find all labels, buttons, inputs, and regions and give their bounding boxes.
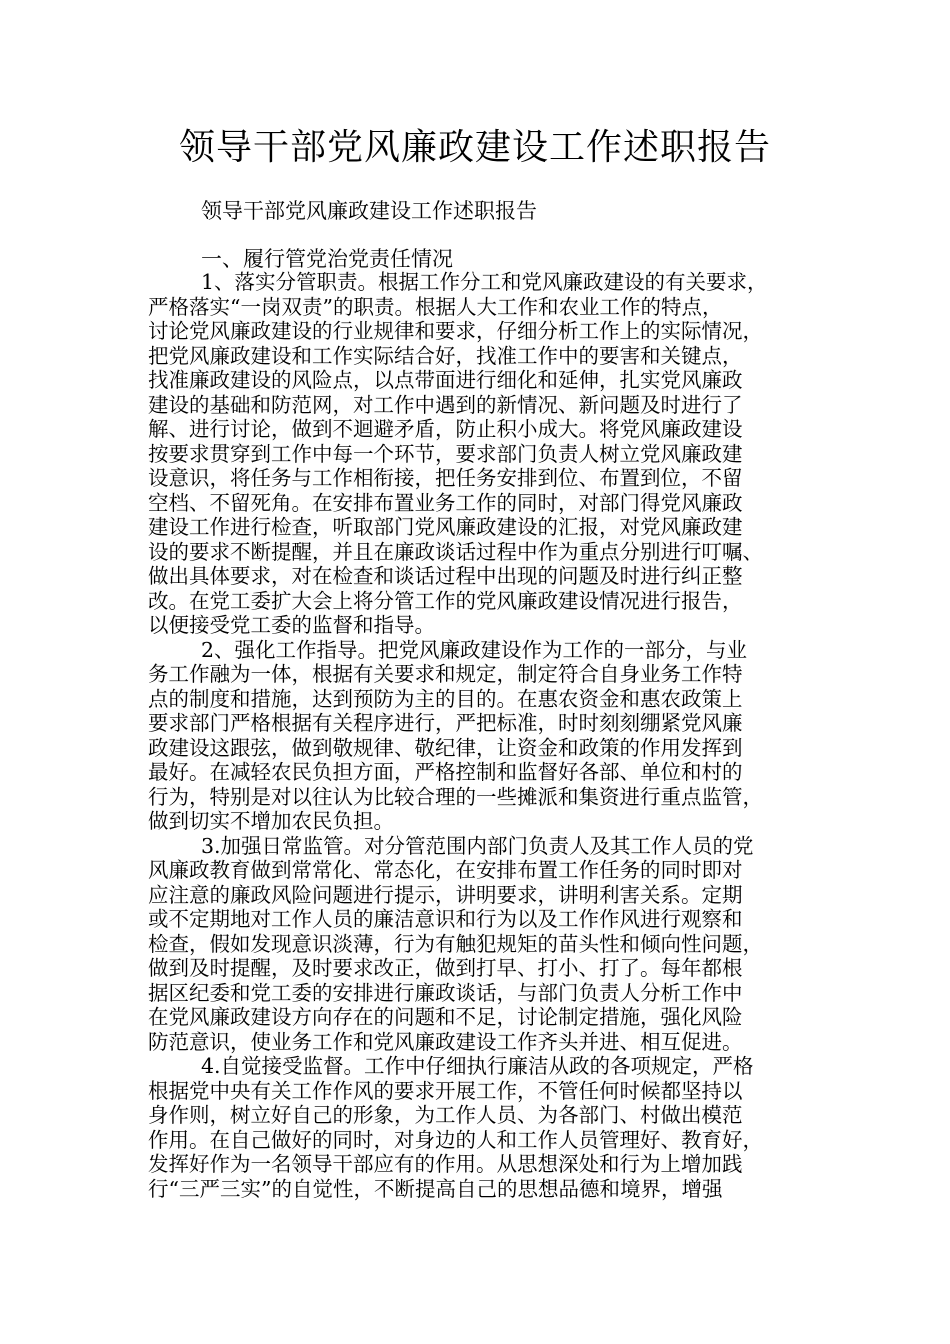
body-line: 改。在党工委扩大会上将分管工作的党风廉政建设情况进行报告， — [148, 588, 743, 613]
body-line: 或不定期地对工作人员的廉洁意识和行为以及工作作风进行观察和 — [148, 907, 743, 931]
body-line: 做到切实不增加农民负担。 — [148, 809, 394, 833]
body-line: 设的要求不断提醒，并且在廉政谈话过程中作为重点分别进行叮嘱、 — [148, 539, 763, 564]
body-line: 把党风廉政建设和工作实际结合好，找准工作中的要害和关键点， — [148, 343, 743, 368]
body-line: 风廉政教育做到常常化、常态化，在安排布置工作任务的同时即对 — [148, 858, 743, 882]
body-line: 点的制度和措施，达到预防为主的目的。在惠农资金和惠农政策上 — [148, 686, 743, 711]
document-subtitle: 领导干部党风廉政建设工作述职报告 — [201, 199, 537, 223]
document-title: 领导干部党风廉政建设工作述职报告 — [178, 127, 771, 168]
body-line: 据区纪委和党工委的安排进行廉政谈话，与部门负责人分析工作中 — [148, 980, 743, 1005]
section-heading: 一、履行管党治党责任情况 — [201, 247, 453, 271]
body-line: 以便接受党工委的监督和指导。 — [148, 613, 435, 637]
body-line: 应注意的廉政风险问题进行提示，讲明要求，讲明利害关系。定期 — [148, 882, 743, 907]
body-line: 4.自觉接受监督。工作中仔细执行廉洁从政的各项规定，严格 — [201, 1054, 754, 1078]
body-line: 严格落实“一岗双责”的职责。根据人大工作和农业工作的特点， — [148, 294, 723, 319]
body-line: 作用。在自己做好的同时，对身边的人和工作人员管理好、教育好， — [148, 1127, 763, 1152]
body-line: 建设的基础和防范网，对工作中遇到的新情况、新问题及时进行了 — [148, 392, 743, 417]
body-line: 要求部门严格根据有关程序进行，严把标准，时时刻刻绷紧党风廉 — [148, 711, 743, 735]
body-line: 做出具体要求，对在检查和谈话过程中出现的问题及时进行纠正整 — [148, 564, 743, 588]
body-line: 发挥好作为一名领导干部应有的作用。从思想深处和行为上增加践 — [148, 1152, 743, 1176]
body-text — [148, 270, 828, 1201]
body-line: 防范意识，使业务工作和党风廉政建设工作齐头并进、相互促进。 — [148, 1029, 743, 1054]
body-line: 政建设这跟弦，做到敬规律、敬纪律，让资金和政策的作用发挥到 — [148, 735, 743, 760]
body-line: 3.加强日常监管。对分管范围内部门负责人及其工作人员的党 — [201, 833, 754, 858]
body-line: 检查，假如发现意识淡薄，行为有触犯规矩的苗头性和倾向性问题， — [148, 931, 763, 956]
body-line: 行为，特别是对以往认为比较合理的一些摊派和集资进行重点监管， — [148, 784, 763, 809]
body-line: 空档、不留死角。在安排布置业务工作的同时，对部门得党风廉政 — [148, 490, 743, 515]
body-line: 讨论党风廉政建设的行业规律和要求，仔细分析工作上的实际情况， — [148, 319, 763, 343]
body-line: 建设工作进行检查，听取部门党风廉政建设的汇报，对党风廉政建 — [148, 515, 743, 539]
body-line: 2、强化工作指导。把党风廉政建设作为工作的一部分，与业 — [201, 637, 748, 662]
body-line: 务工作融为一体，根据有关要求和规定，制定符合自身业务工作特 — [148, 662, 743, 686]
body-line: 在党风廉政建设方向存在的问题和不足，讨论制定措施，强化风险 — [148, 1005, 743, 1029]
body-line: 根据党中央有关工作作风的要求开展工作，不管任何时候都坚持以 — [148, 1078, 743, 1103]
body-line: 按要求贯穿到工作中每一个环节，要求部门负责人树立党风廉政建 — [148, 441, 743, 466]
body-line: 身作则，树立好自己的形象，为工作人员、为各部门、村做出模范 — [148, 1103, 743, 1127]
body-line: 找准廉政建设的风险点，以点带面进行细化和延伸，扎实党风廉政 — [148, 368, 743, 392]
body-line: 最好。在减轻农民负担方面，严格控制和监督好各部、单位和村的 — [148, 760, 743, 784]
body-line: 解、进行讨论，做到不迴避矛盾，防止积小成大。将党风廉政建设 — [148, 417, 743, 441]
body-line: 做到及时提醒，及时要求改正，做到打早、打小、打了。每年都根 — [148, 956, 743, 980]
body-line: 行“三严三实”的自觉性，不断提高自己的思想品德和境界，增强 — [148, 1176, 723, 1201]
body-line: 设意识，将任务与工作相衔接，把任务安排到位、布置到位，不留 — [148, 466, 743, 490]
body-line: 1、落实分管职责。根据工作分工和党风廉政建设的有关要求， — [201, 270, 768, 294]
